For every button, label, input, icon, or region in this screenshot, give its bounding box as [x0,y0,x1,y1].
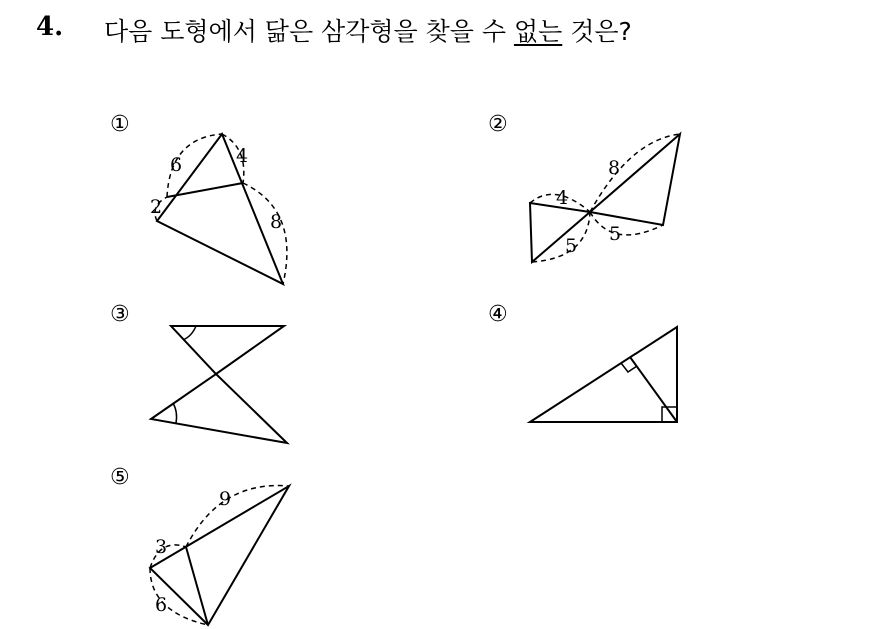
figure-1-inner-segment [167,183,243,197]
question-text-before: 다음 도형에서 닮은 삼각형을 찾을 수 [104,17,514,46]
figure-1-num-6: 6 [170,154,183,176]
choice-3-label[interactable]: ③ [110,302,130,327]
figure-5-num-6: 6 [155,594,168,616]
figure-2-right-triangle [590,134,680,225]
figure-1-num-4: 4 [236,145,249,167]
choice-1-label[interactable]: ① [110,112,130,137]
question-number: 4. [36,12,64,42]
figure-2-left-triangle [530,203,590,262]
choice-5-label[interactable]: ⑤ [110,465,130,490]
choice-2-label[interactable]: ② [488,112,508,137]
figure-2-num-8: 8 [608,157,621,179]
figure-2-num-5-left: 5 [565,235,578,257]
figure-3-angle-top [183,326,196,340]
question-text-after: 것은? [562,17,632,46]
choice-4-label[interactable]: ④ [488,302,508,327]
figure-3-top-triangle [171,326,284,374]
figure-1-num-2: 2 [150,196,163,218]
figure-5-num-9: 9 [219,488,232,510]
figure-2 [530,134,680,262]
figure-4-right-triangle [530,327,677,422]
figure-2-num-5-right: 5 [609,223,622,245]
figure-5-num-3: 3 [155,536,168,558]
question-text-underlined: 없는 [513,17,563,46]
figure-1-num-8: 8 [270,211,283,233]
figure-3-angle-bottom [173,403,177,423]
figure-1-arc-8 [243,183,287,284]
figure-3 [151,326,287,443]
figure-3-bottom-triangle [151,374,287,443]
figure-2-num-4: 4 [556,187,569,209]
figure-4 [530,327,677,422]
